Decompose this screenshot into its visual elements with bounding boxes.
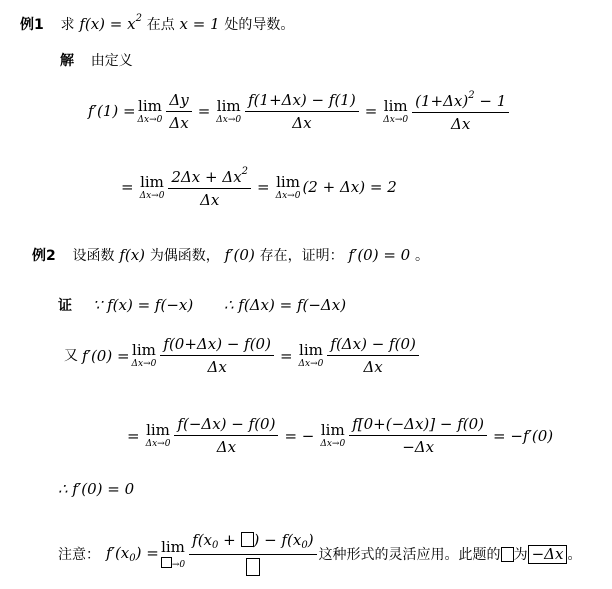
- proof-fraction-4: $\frac{f[0+(-\Delta x)] - f(0)}{-\Delta x}$: [349, 416, 487, 457]
- equals-sign: =: [121, 178, 134, 197]
- placeholder-box-icon: [501, 547, 514, 562]
- proof-tail: = −f′(0): [493, 426, 554, 445]
- example2-text-c: 存在，证明：: [259, 248, 344, 264]
- proof-fraction-1: $\frac{f(0+\Delta x) - f(0)}{\Delta x}$: [160, 336, 274, 377]
- answer-box: −Δx: [528, 545, 568, 564]
- placeholder-box-icon: [241, 532, 254, 547]
- limit-2: lim Δx→0: [216, 96, 242, 125]
- proof-conclusion: ∴ f′(0) = 0: [58, 480, 135, 498]
- note-text-b: 为: [513, 546, 528, 563]
- example1-label: 例1: [20, 17, 44, 33]
- example2-text-d: 。: [415, 248, 430, 264]
- note-text-c: 。: [567, 546, 582, 563]
- fraction-dy-dx: $\frac{\Delta y}{\Delta x}$: [166, 92, 191, 133]
- example1-point: x = 1: [179, 15, 220, 33]
- note-lhs: $f'(x_0)$ =: [106, 543, 159, 564]
- proof-fraction-2: $\frac{f(\Delta x) - f(0)}{\Delta x}$: [327, 336, 418, 377]
- because-statement: ∵ f(x) = f(−x): [92, 296, 194, 314]
- equals-sign: =: [197, 102, 211, 121]
- limit-3: lim Δx→0: [383, 96, 409, 125]
- example1-text-mid: 在点: [146, 17, 175, 33]
- equals-sign: =: [364, 102, 378, 121]
- proof-fraction-3: $\frac{f(-\Delta x) - f(0)}{\Delta x}$: [174, 416, 278, 457]
- proof-equation-row-1: [64, 336, 421, 377]
- note-text-a: 这种形式的灵活应用。此题的: [318, 546, 501, 563]
- note-limit: lim →0: [161, 537, 186, 570]
- proof-line: [58, 298, 346, 313]
- solution-text: 由定义: [90, 53, 133, 69]
- note-line: [58, 532, 581, 578]
- proof-label: 证: [58, 298, 72, 314]
- proof-equation-row-2: [123, 416, 553, 457]
- example1-function: $f(x) = x^2$: [79, 13, 142, 33]
- equals-sign: =: [257, 178, 270, 197]
- proof-limit-2: lim Δx→0: [298, 341, 324, 370]
- example1-statement: [20, 14, 294, 32]
- fraction-simplified: $\frac{2\Delta x + \Delta x^2}{\Delta x}$: [168, 166, 251, 210]
- example2-f0: f′(0): [224, 246, 255, 264]
- proof-limit-4: lim Δx→0: [320, 421, 346, 450]
- example2-claim: f′(0) = 0: [348, 246, 411, 264]
- example2-text-b: 为偶函数，: [149, 248, 220, 264]
- proof-limit-3: lim Δx→0: [145, 421, 171, 450]
- example1-result: (2 + Δx) = 2: [302, 178, 397, 197]
- equals-sign: =: [127, 426, 140, 445]
- note-label: 注意：: [58, 546, 100, 563]
- example2-statement: [32, 248, 429, 263]
- equation-row-2: [117, 166, 397, 210]
- limit-1: lim Δx→0: [137, 96, 163, 125]
- derivative-lhs: f′(1) =: [88, 102, 136, 121]
- limit-4: lim Δx→0: [139, 172, 165, 201]
- fraction-expanded: $\frac{(1+\Delta x)^2 - 1}{\Delta x}$: [412, 90, 509, 134]
- also-label: 又: [64, 348, 78, 365]
- proof-limit-1: lim Δx→0: [131, 341, 157, 370]
- solution-header: [60, 53, 133, 68]
- example2-label: 例2: [32, 248, 56, 264]
- limit-5: lim Δx→0: [275, 172, 301, 201]
- placeholder-box-icon: [161, 557, 172, 568]
- minus-sign: = −: [284, 426, 315, 445]
- fraction-difference-quotient: $\frac{f(1+\Delta x) - f(1)}{\Delta x}$: [245, 92, 359, 133]
- solution-label: 解: [60, 53, 74, 69]
- equation-row-1: [88, 90, 511, 134]
- equals-sign: =: [279, 346, 293, 365]
- placeholder-box-icon: [246, 558, 260, 576]
- therefore-statement: ∴ f(Δx) = f(−Δx): [223, 296, 347, 314]
- example1-text-pre: 求: [60, 17, 75, 33]
- note-fraction: $f(x_0$ + ) − $f(x_0)$: [189, 532, 316, 578]
- example2-text-a: 设函数: [72, 248, 115, 264]
- example1-text-post: 处的导数。: [224, 17, 295, 33]
- proof-lhs: f′(0) =: [82, 346, 130, 365]
- example2-fx: f(x): [119, 246, 146, 264]
